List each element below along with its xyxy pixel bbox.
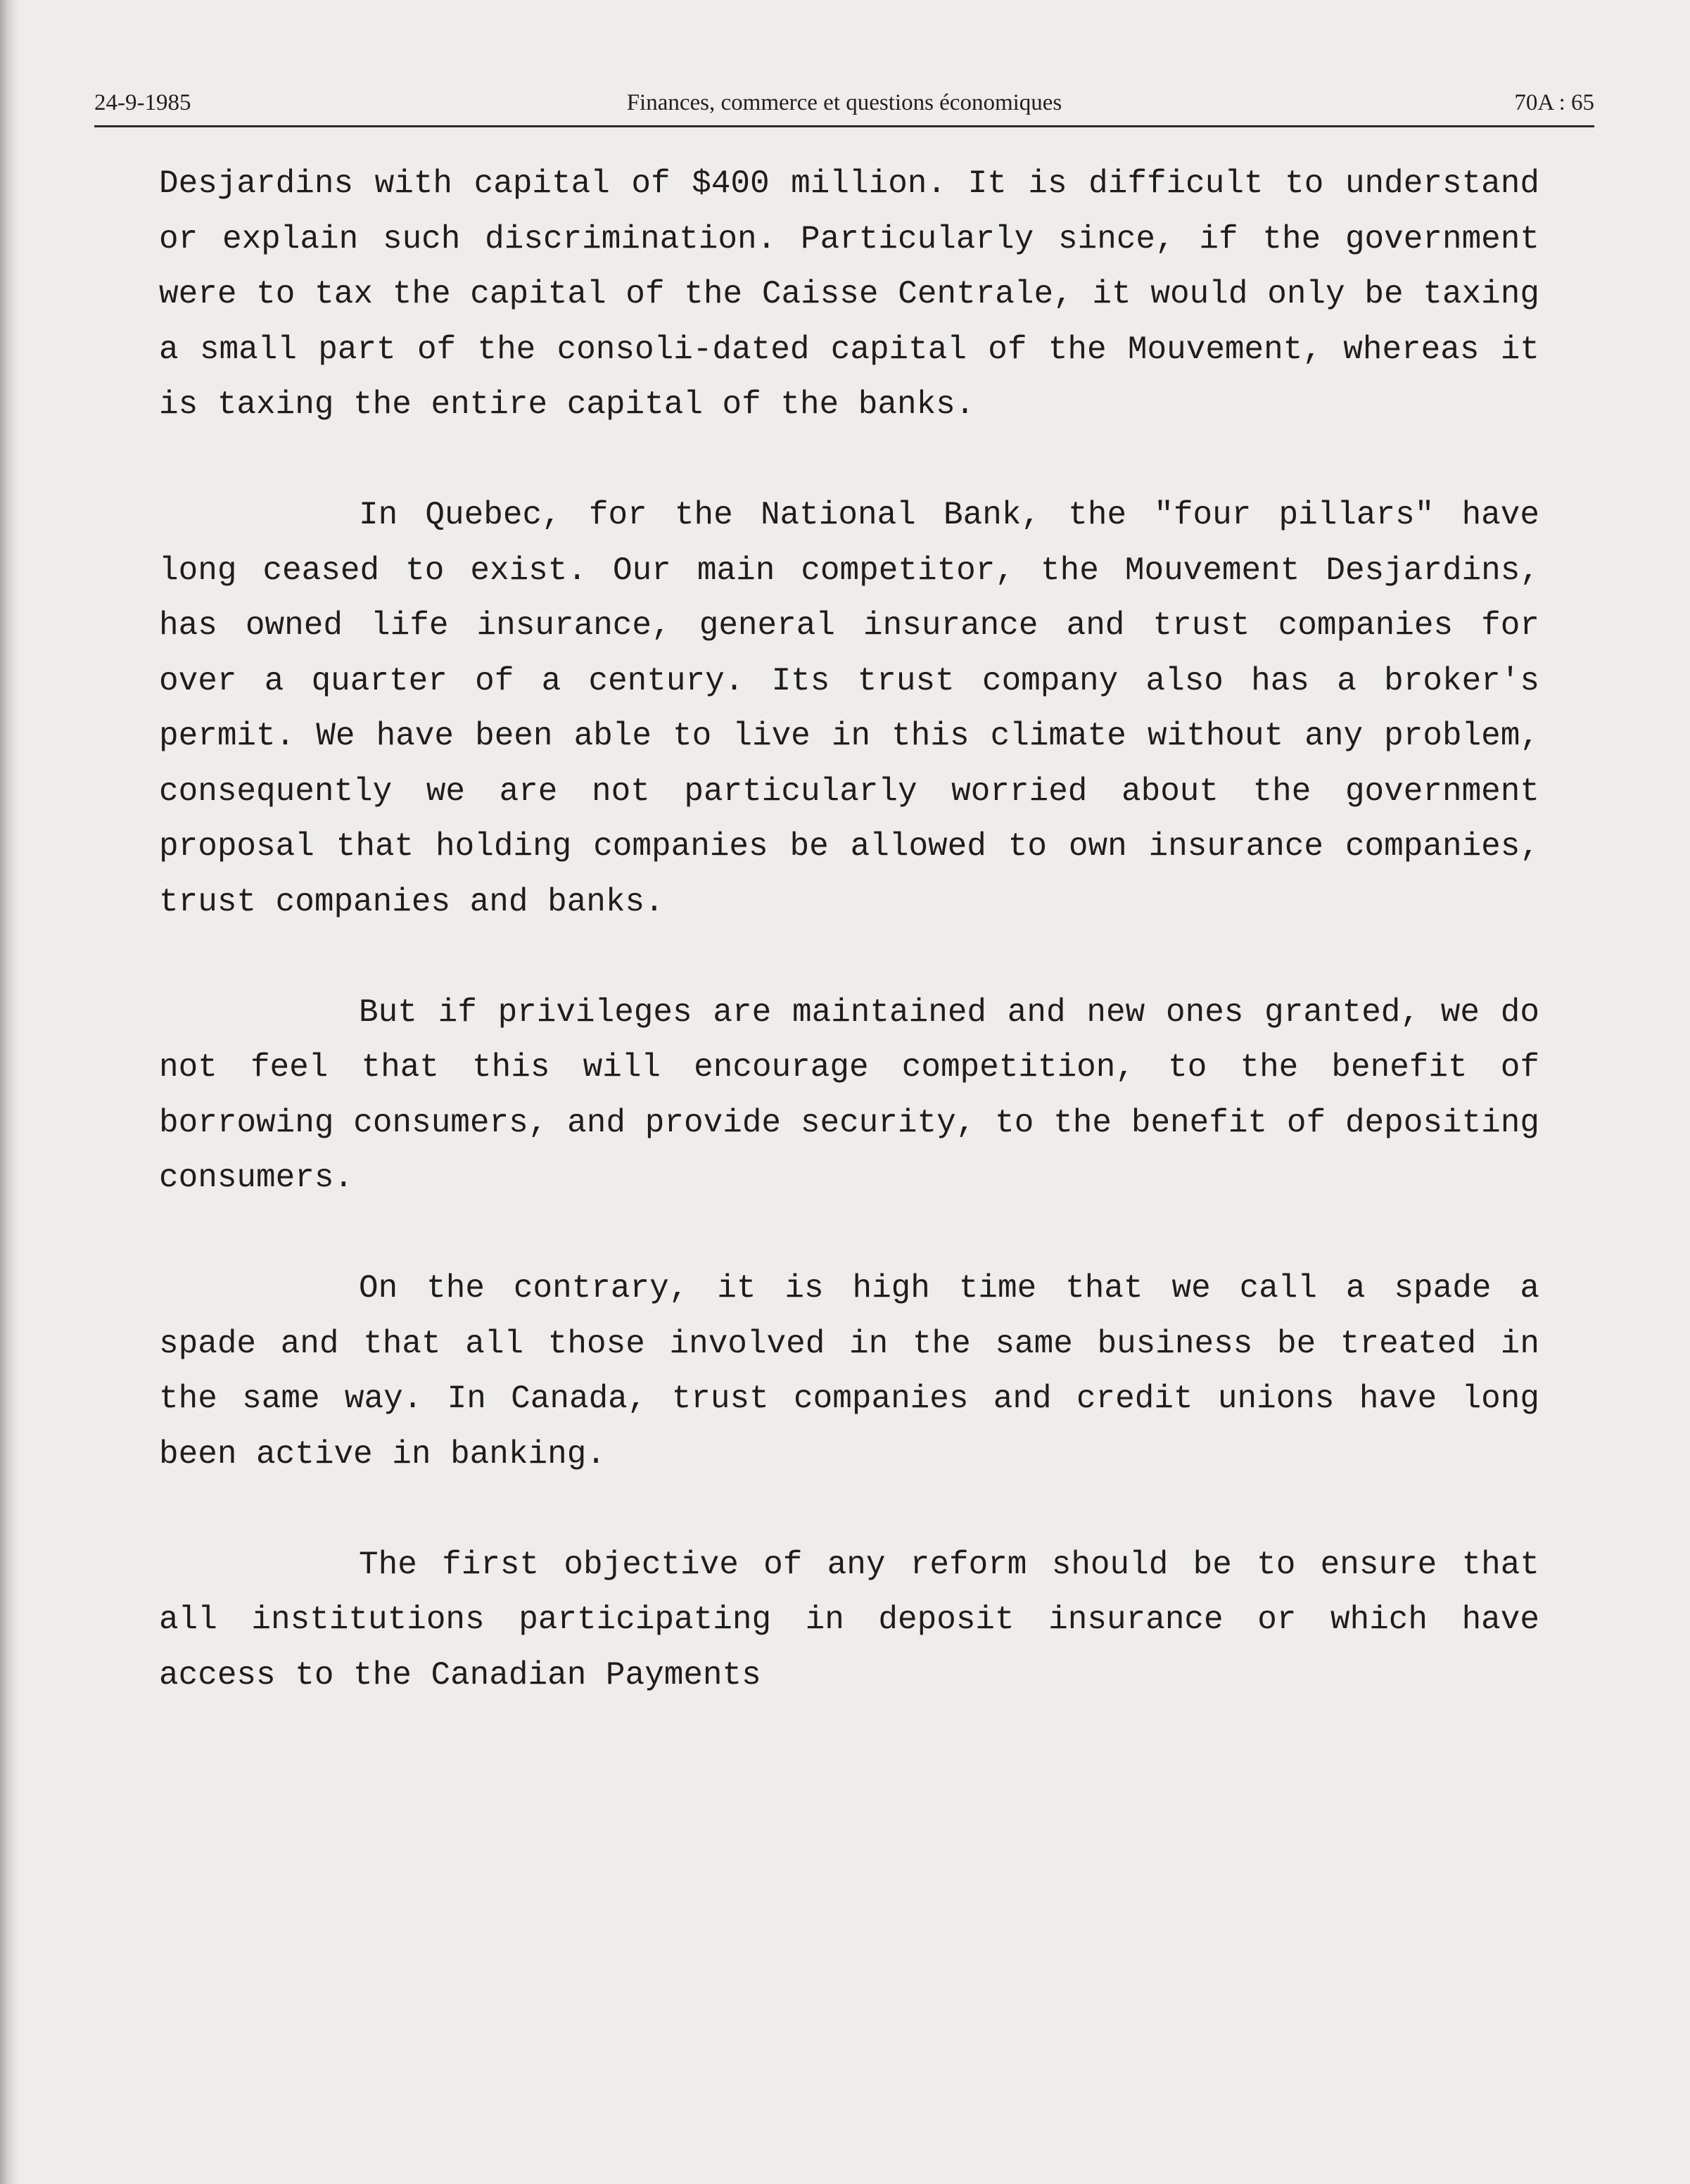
paragraph-1: Desjardins with capital of $400 million. It is difficult to understand or explain such discrimination. Particularly since, if the government were to tax the capital of the Caisse Centrale, it would only be taxing a small part of the consoli-dated capital of the Mouvement, whereas it is taxing the entire capital of the banks. bbox=[159, 165, 1539, 423]
paragraph-4: On the contrary, it is high time that we call a spade a spade and that all those involved in the same business be treated in the same way. In Canada, trust companies and credit unions have long been active in banking. bbox=[159, 1270, 1539, 1473]
body-text bbox=[159, 156, 1539, 1703]
header-title: Finances, commerce et questions économiques bbox=[626, 90, 1062, 115]
paragraph-3: But if privileges are maintained and new ones granted, we do not feel that this will encourage competition, to the benefit of borrowing consumers, and provide security, to the benefit of depositing consumers. bbox=[159, 993, 1539, 1196]
page-scan-edge bbox=[0, 0, 21, 2184]
header-rule bbox=[94, 125, 1594, 127]
paragraph-5: The first objective of any reform should be to ensure that all institutions participating in deposit insurance or which have access to the Canadian Payments bbox=[159, 1546, 1539, 1694]
header-date: 24-9-1985 bbox=[94, 90, 191, 115]
paragraph-2: In Quebec, for the National Bank, the "four pillars" have long ceased to exist. Our main competitor, the Mouvement Desjardins, has owned life insurance, general insurance and trust companies for over a quarter of a century. Its trust company also has a broker's permit. We have been able to live in this climate without any problem, consequently we are not particularly worried about the government proposal that holding companies be allowed to own insurance companies, trust companies and banks. bbox=[159, 497, 1539, 920]
page-header bbox=[94, 84, 1594, 127]
header-page-ref: 70A : 65 bbox=[1514, 90, 1594, 115]
